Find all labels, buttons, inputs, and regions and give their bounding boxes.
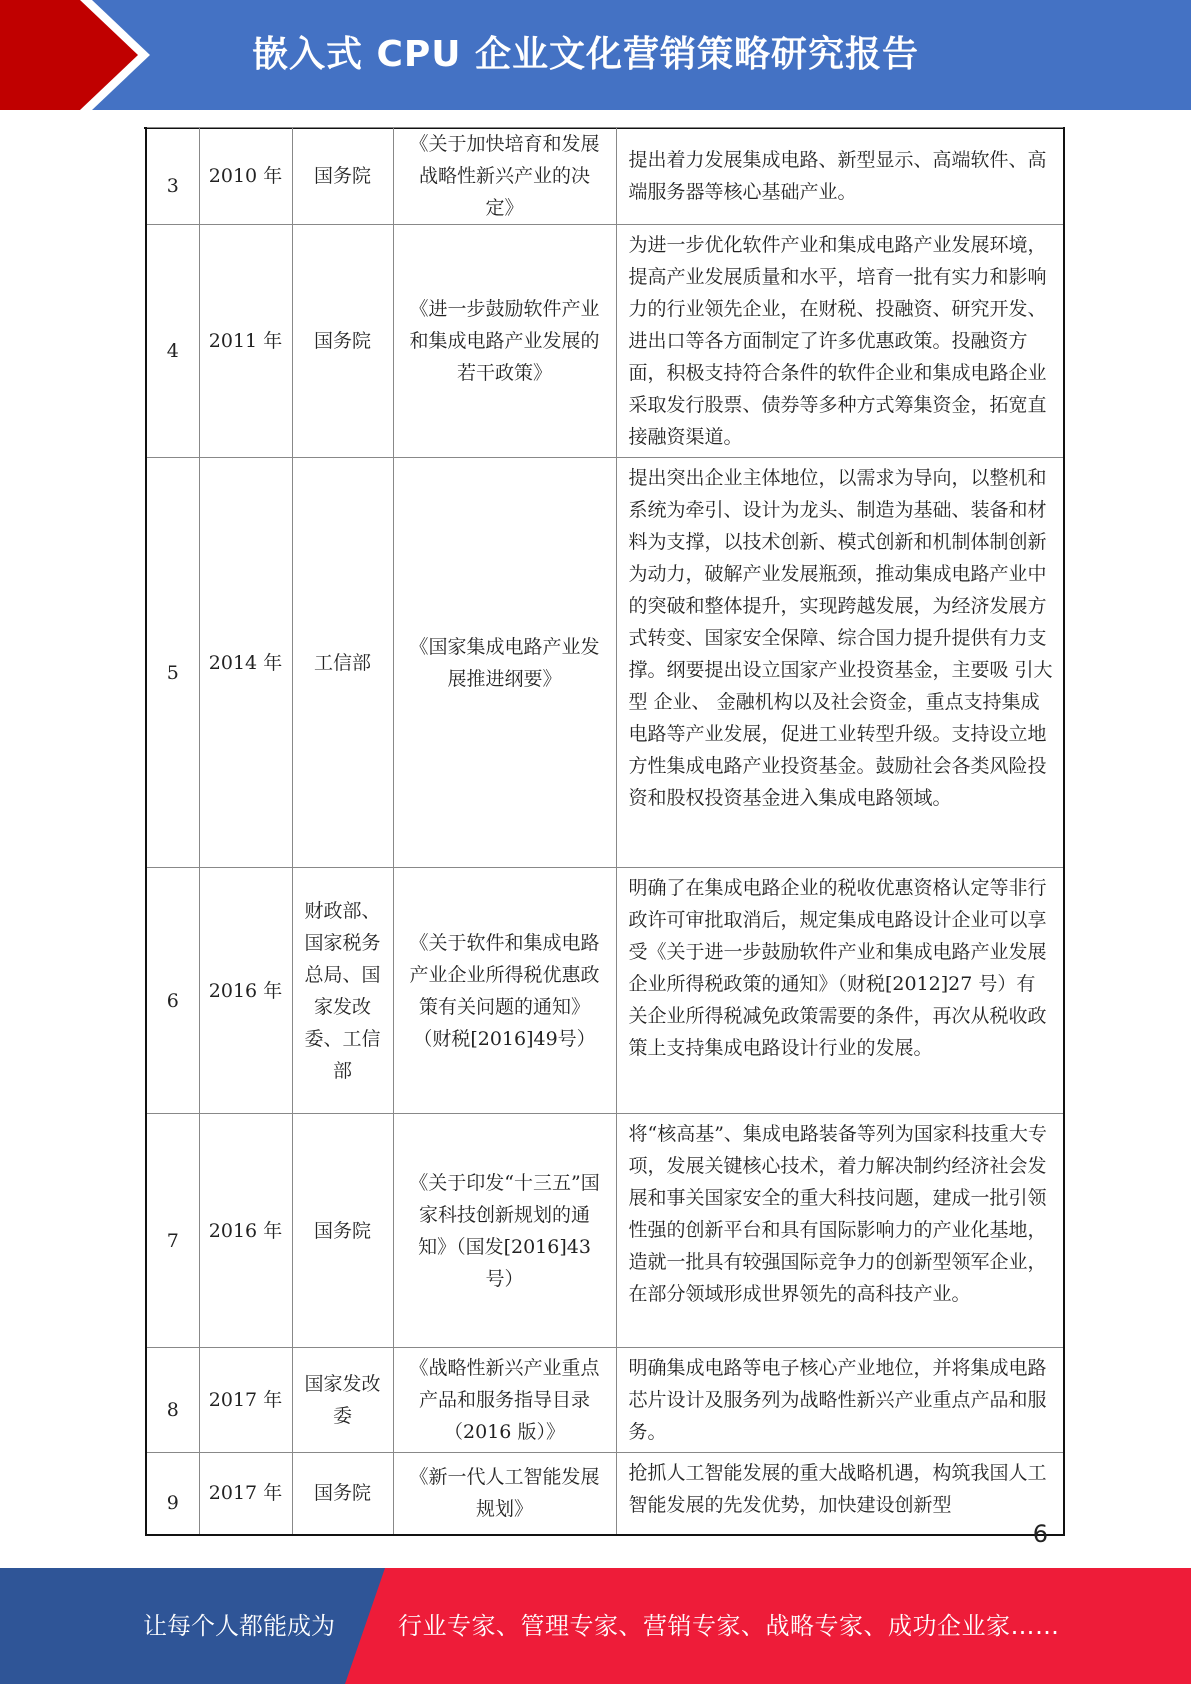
table-row <box>146 1348 1064 1453</box>
page-number: 6 <box>1032 1520 1048 1548</box>
row-number: 6 <box>146 868 199 1114</box>
row-issuer: 国务院 <box>292 1114 393 1348</box>
row-content: 将“核高基”、集成电路装备等列为国家科技重大专项，发展关键核心技术，着力解决制约经济社会发展和事关国家安全的重大科技问题，建成一批引领性强的创新平台和具有国际影响力的产业化基地，造就一批具有较强国际竞争力的创新型领军企业，在部分领域形成世界领先的高科技产业。 <box>616 1114 1064 1348</box>
table-row <box>146 1114 1064 1348</box>
row-number: 9 <box>146 1453 199 1535</box>
row-content: 明确集成电路等电子核心产业地位，并将集成电路芯片设计及服务列为战略性新兴产业重点产品和服务。 <box>616 1348 1064 1453</box>
row-issuer: 国家发改委 <box>292 1348 393 1453</box>
row-issuer: 财政部、国家税务总局、国家发改委、工信部 <box>292 868 393 1114</box>
page-header <box>0 0 1191 110</box>
table-row <box>146 458 1064 868</box>
row-content: 为进一步优化软件产业和集成电路产业发展环境，提高产业发展质量和水平，培育一批有实力和影响力的行业领先企业，在财税、投融资、研究开发、进出口等各方面制定了许多优惠政策。投融资方面，积极支持符合条件的软件企业和集成电路企业采取发行股票、债券等多种方式筹集资金，拓宽直接融资渠道。 <box>616 225 1064 458</box>
row-number: 8 <box>146 1348 199 1453</box>
table-row <box>146 1453 1064 1535</box>
row-content: 抢抓人工智能发展的重大战略机遇，构筑我国人工智能发展的先发优势，加快建设创新型 <box>616 1453 1064 1535</box>
row-number: 5 <box>146 458 199 868</box>
table-row <box>146 868 1064 1114</box>
red-chevron-decoration <box>0 0 160 110</box>
page-footer <box>0 1568 1191 1684</box>
row-year: 2017 年 <box>199 1348 292 1453</box>
row-content: 提出突出企业主体地位，以需求为导向，以整机和系统为牵引、设计为龙头、制造为基础、装备和材料为支撑，以技术创新、模式创新和机制体制创新为动力，破解产业发展瓶颈，推动集成电路产业中的突破和整体提升，实现跨越发展，为经济发展方式转变、国家安全保障、综合国力提升提供有力支撑。纲要提出设立国家产业投资基金，主要吸 引大型 企业、 金融机构以及社会资金，重点支持集成电路等产业发展，促进工业转型升级。支持设立地方性集成电路产业投资基金。鼓励社会各类风险投资和股权投资基金进入集成电路领域。 <box>616 458 1064 868</box>
row-document-title: 《关于印发“十三五”国家科技创新规划的通知》（国发[2016]43号） <box>393 1114 616 1348</box>
row-content: 明确了在集成电路企业的税收优惠资格认定等非行政许可审批取消后，规定集成电路设计企业可以享受《关于进一步鼓励软件产业和集成电路产业发展企业所得税政策的通知》（财税[2012]27 号）有关企业所得税减免政策需要的条件，再次从税收政策上支持集成电路设计行业的发展。 <box>616 868 1064 1114</box>
row-issuer: 国务院 <box>292 128 393 225</box>
row-document-title: 《新一代人工智能发展规划》 <box>393 1453 616 1535</box>
row-number: 3 <box>146 128 199 225</box>
row-number: 7 <box>146 1114 199 1348</box>
row-year: 2016 年 <box>199 1114 292 1348</box>
footer-lead-text: 让每个人都能成为 <box>143 1612 335 1640</box>
row-document-title: 《进一步鼓励软件产业和集成电路产业发展的若干政策》 <box>393 225 616 458</box>
table-row <box>146 128 1064 225</box>
row-issuer: 国务院 <box>292 1453 393 1535</box>
row-year: 2011 年 <box>199 225 292 458</box>
report-title: 嵌入式 CPU 企业文化营销策略研究报告 <box>251 34 920 75</box>
row-issuer: 国务院 <box>292 225 393 458</box>
row-year: 2010 年 <box>199 128 292 225</box>
row-document-title: 《关于加快培育和发展战略性新兴产业的决定》 <box>393 128 616 225</box>
table-row <box>146 225 1064 458</box>
row-year: 2016 年 <box>199 868 292 1114</box>
row-document-title: 《战略性新兴产业重点产品和服务指导目录（2016 版）》 <box>393 1348 616 1453</box>
policy-table <box>145 127 1065 1536</box>
row-number: 4 <box>146 225 199 458</box>
row-document-title: 《关于软件和集成电路产业企业所得税优惠政策有关问题的通知》（财税[2016]49号） <box>393 868 616 1114</box>
row-document-title: 《国家集成电路产业发展推进纲要》 <box>393 458 616 868</box>
row-content: 提出着力发展集成电路、新型显示、高端软件、高端服务器等核心基础产业。 <box>616 128 1064 225</box>
row-year: 2014 年 <box>199 458 292 868</box>
row-issuer: 工信部 <box>292 458 393 868</box>
row-year: 2017 年 <box>199 1453 292 1535</box>
footer-slogan: 行业专家、管理专家、营销专家、战略专家、成功企业家…… <box>398 1612 1060 1640</box>
